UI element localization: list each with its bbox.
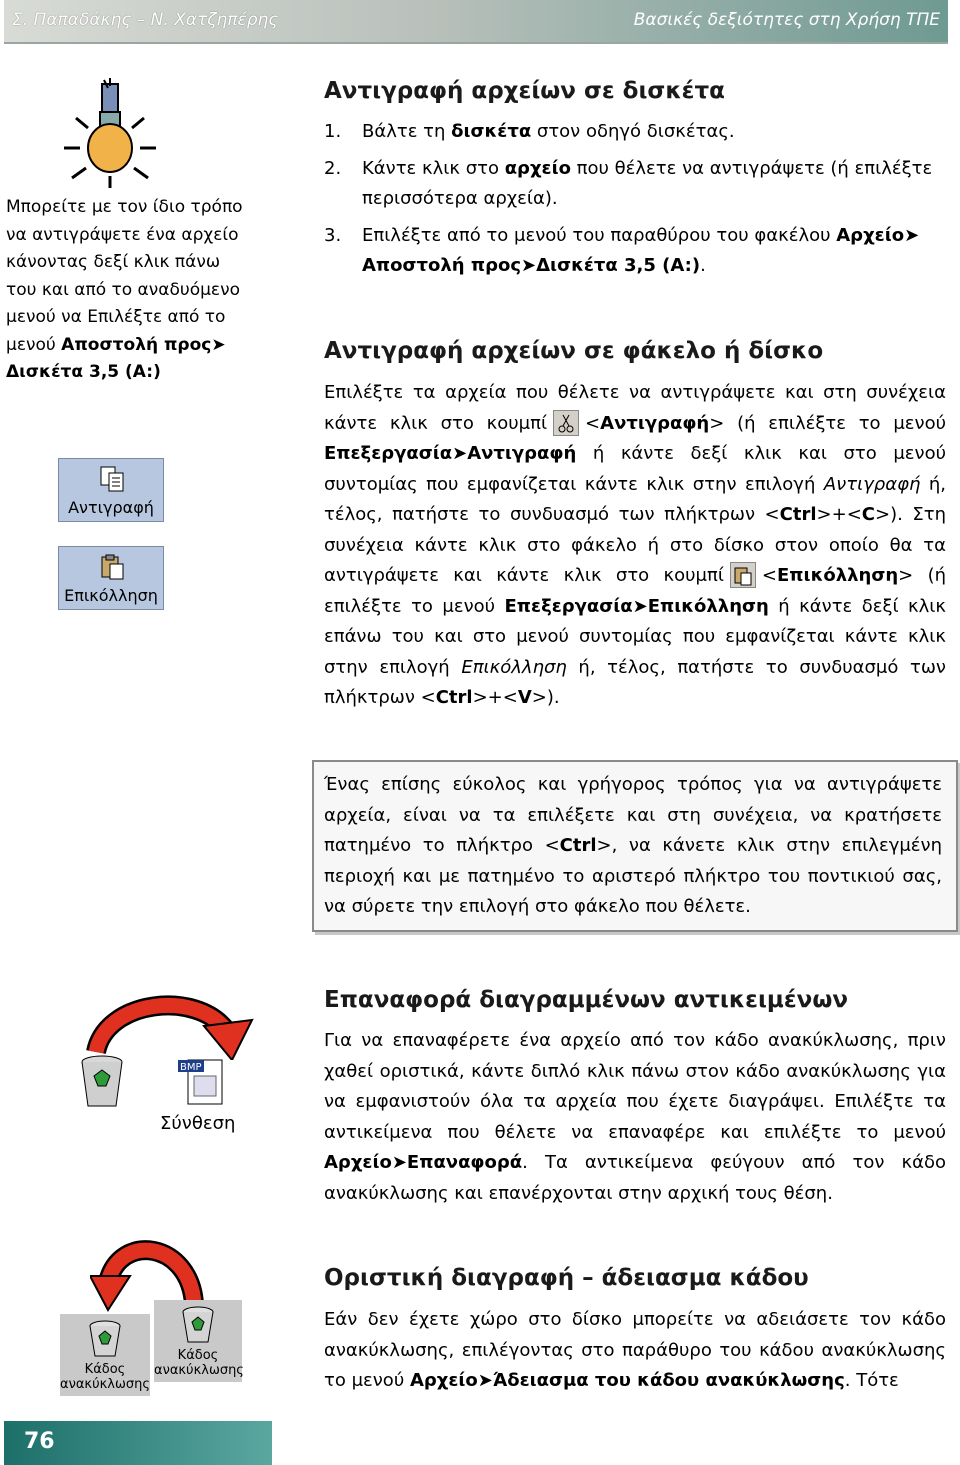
header-authors: Σ. Παπαδάκης – Ν. Χατζηπέρης [12,10,279,30]
tip-box [312,760,958,932]
section-title-folder: Αντιγραφή αρχείων σε φάκελο ή δίσκο [324,338,824,364]
cut-icon [553,410,579,436]
header-book-title: Βασικές δεξιότητες στη Χρήση ΤΠΕ [633,10,940,30]
side-tip-bold: Αποστολή προς➤ Δισκέτα 3,5 (A:) [6,334,226,382]
paste-small-icon [730,562,756,588]
side-tip [6,194,246,387]
list-text: που θέλετε να αντιγράψετε (ή επιλέξτε περισσότερα αρχεία). [362,158,933,209]
bmp-icon [168,1054,228,1114]
list-item [324,221,946,281]
list-item [324,117,946,147]
list-text: Βάλτε τη [362,121,452,142]
list-bold: Αρχείο➤ Αποστολή προς➤Δισκέτα 3,5 (A:) [362,225,920,276]
list-number: 1. [324,121,342,142]
section4-paragraph: Εάν δεν έχετε χώρο στο δίσκο μπορείτε να αδειάσετε τον κάδο ανακύκλωσης, επιλέγοντας στο παράθυρο του κάδου ανακύκλωσης το μενού Αρχείο➤Άδειασμα του κάδου ανακύκλωσης. Τότε [324,1309,946,1391]
restore-arrow-icon [86,990,256,1060]
section2-paragraph: Επιλέξτε τα αρχεία που θέλετε να αντιγράψετε και στη συνέχεια κάντε κλικ στο κουμπί <Αντιγραφή> (ή επιλέξτε το μενού Επεξεργασία➤Αντιγραφή ή κάντε δεξί κλικ και στο μενού συντομίας που εμφανίζεται κάντε κλικ στην επιλογή Αντιγραφή ή, τέλος, πατήστε το συνδυασμό των πλήκτρων <Ctrl>+<C>). Στη συνέχεια κάντε κλικ στο φάκελο ή στο δίσκο στον οποίο θα τα αντιγράψετε και κάντε κλικ στο κουμπί <Επικόλληση> (ή επιλέξτε το μενού Επεξεργασία➤Επικόλληση ή κάντε δεξί κλικ επάνω του και στο μενού συντομίας που εμφανίζεται κάντε κλικ στην επιλογή Επικόλληση ή, τέλος, πατήστε το συνδυασμό των πλήκτρων <Ctrl>+<V>). [324,382,947,708]
section-title-floppy: Αντιγραφή αρχείων σε δισκέτα [324,78,725,104]
file-label-synthesis: Σύνθεση [160,1113,236,1134]
list-text: στον οδηγό δισκέτας. [531,121,735,142]
paste-button-image [58,546,164,610]
paste-icon [99,553,125,581]
bmp-badge: BMP [180,1062,202,1073]
list-text: . [700,255,706,276]
lightbulb-icon [62,78,162,190]
list-item [324,154,946,214]
copy-button-label: Αντιγραφή [68,498,154,517]
page-footer [4,1421,272,1465]
recycle-bin-full [60,1314,150,1396]
bin-label: Κάδος ανακύκλωσης [60,1362,150,1392]
list-text: Κάντε κλικ στο [362,158,505,179]
recycle-bin-icon [76,1052,128,1110]
section-title-restore: Επαναφορά διαγραμμένων αντικειμένων [324,987,848,1013]
recycle-bin-icon [178,1304,218,1344]
list-number: 3. [324,225,342,246]
section3-paragraph: Για να επαναφέρετε ένα αρχείο από τον κάδο ανακύκλωσης, πριν χαθεί οριστικά, κάντε διπλό κλικ πάνω στον κάδο ανακύκλωσης για να εμφανιστούν όλα τα αρχεία που έχετε διαγράψει. Επιλέξτε τα αντικείμενα που θέλετε να επαναφέρε και επιλέξτε το μενού Αρχείο➤Επαναφορά. Τα αντικείμενα φεύγουν από τον κάδο ανακύκλωσης και επανέρχονται στην αρχική τους θέση. [324,1030,946,1204]
paste-button-label: Επικόλληση [64,586,158,605]
page-header [4,0,948,42]
tip-text: Ένας επίσης εύκολος και γρήγορος τρόπος για να αντιγράψετε αρχεία, είναι να τα επιλέξετε και στη συνέχεια, να κρατήσετε πατημένο το πλήκτρο <Ctrl>, να κάνετε κλικ στην επιλεγμένη περιοχή και με πατημένο το αριστερό πλήκτρο του ποντικιού σας, να σύρετε την επιλογή στο φάκελο που θέλετε. [324,774,942,917]
list-bold: δισκέτα [451,121,532,142]
list-text: Επιλέξτε από το μενού του παραθύρου του φακέλου [362,225,837,246]
page-number: 76 [24,1429,55,1454]
list-bold: αρχείο [504,158,571,179]
recycle-bin-empty [154,1300,242,1382]
list-number: 2. [324,158,342,179]
recycle-bin-icon [85,1318,125,1358]
section-title-empty-bin: Οριστική διαγραφή – άδειασμα κάδου [324,1265,809,1291]
copy-icon [99,465,125,493]
side-tip-text: Μπορείτε με τον ίδιο τρόπο να αντιγράψετε ένα αρχείο κάνοντας δεξί κλικ πάνω του και από το αναδυόμενο μενού να Επιλέξτε από το μενού [6,197,243,355]
bin-label: Κάδος ανακύκλωσης [154,1348,244,1378]
copy-button-image [58,458,164,522]
